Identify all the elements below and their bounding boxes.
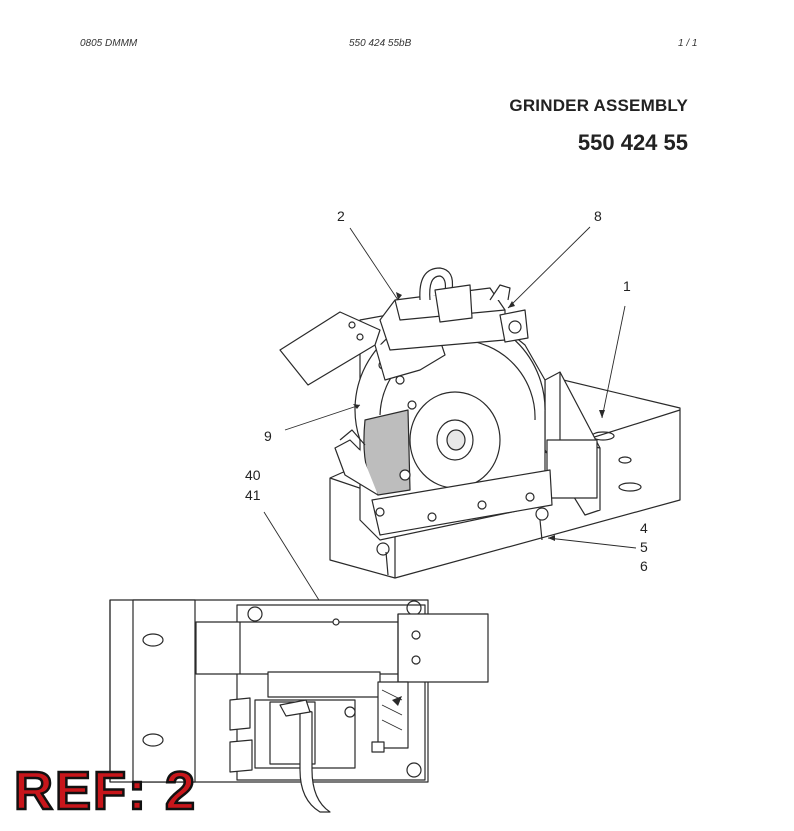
- callout-5: 5: [640, 539, 648, 555]
- callout-8: 8: [594, 208, 602, 224]
- callout-6: 6: [640, 558, 648, 574]
- callout-40: 40: [245, 467, 261, 483]
- callout-4: 4: [640, 520, 648, 536]
- page-title: GRINDER ASSEMBLY: [509, 96, 688, 115]
- ref-stamp: REF: 2: [14, 761, 198, 821]
- header-page-number: 1 / 1: [678, 38, 698, 49]
- callout-1: 1: [623, 278, 631, 294]
- part-number: 550 424 55: [577, 130, 688, 155]
- header-date-code: 0805 DMMM: [80, 38, 138, 49]
- header-document-code: 550 424 55bB: [349, 38, 412, 49]
- callout-41: 41: [245, 487, 261, 503]
- callout-2: 2: [337, 208, 345, 224]
- callout-9: 9: [264, 428, 272, 444]
